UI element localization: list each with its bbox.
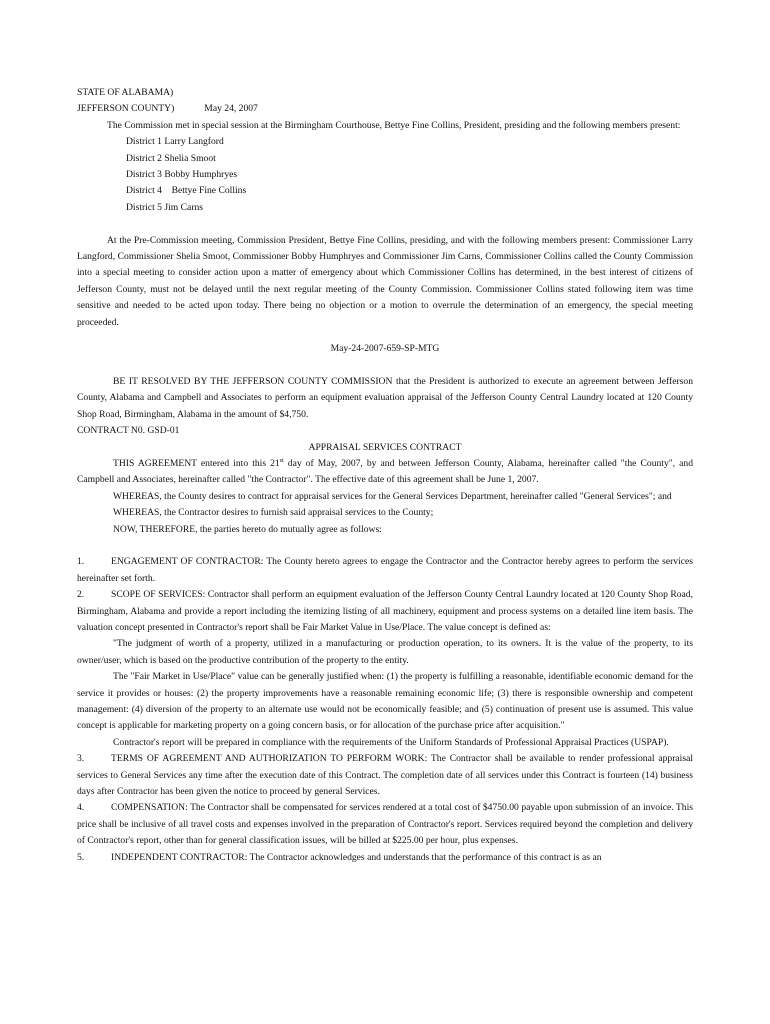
members-list	[126, 134, 693, 216]
whereas-paragraph-1: WHEREAS, the County desires to contract for appraisal services for the General Services Department, hereinafter called "General Services"; and	[113, 490, 672, 502]
whereas-paragraph-2: WHEREAS, the Contractor desires to furnish said appraisal services to the County;	[113, 507, 434, 519]
document-body	[77, 85, 693, 866]
section-2: 2. SCOPE OF SERVICES: Contractor shall perform an equipment evaluation of the Jefferson County Central Laundry located at 120 County Shop Road, Birmingham, Alabama and provide a report including the itemizing listing of all machinery, equipment and process systems on a detailed line item basis. The valuation concept presented in Contractor's report shall be Fair Market Value in Use/Place. The value concept is defined as:	[77, 589, 693, 633]
member-item: District 4 Bettye Fine Collins	[126, 185, 247, 197]
quote-paragraph-1: "The judgment of worth of a property, utilized in a manufacturing or production operation, to its owners. It is the value of the property, to its owner/user, which is based on the productive contribution of the property to the entity.	[77, 638, 693, 666]
header-county-date	[77, 101, 693, 117]
member-item: District 5 Jim Carns	[126, 201, 204, 213]
header-date: May 24, 2007	[204, 103, 258, 115]
quote-paragraph-2: The "Fair Market in Use/Place" value can be generally justified when: (1) the property is fulfilling a reasonable, identifiable economic demand for the service it provides or houses: (2) the property improvements have a reasonable remaining economic life; (3) there is responsible ownership and competent management: (4) diversion of the property to an alternate use would not be economically feasible; and (5) continuation of present use is assumed. This value concept is applicable for marketing property on a going concern basis, or for allocation of the purchase price after acquisition."	[77, 671, 693, 732]
now-therefore-paragraph: NOW, THEREFORE, the parties hereto do mutually agree as follows:	[113, 523, 382, 535]
section-4: 4. COMPENSATION: The Contractor shall be compensated for services rendered at a total cost of $4750.00 payable upon submission of an invoice. This price shall be inclusive of all travel costs and expenses involved in the preparation of Contractor's report. Services required beyond the completion and delivery of Contractor's report, other than for general classification issues, will be billed at $225.00 per hour, plus expenses.	[77, 802, 693, 847]
intro-paragraph: The Commission met in special session at the Birmingham Courthouse, Bettye Fine Collins, President, presiding and the following members present:	[107, 119, 681, 131]
pre-commission-paragraph: At the Pre-Commission meeting, Commission President, Bettye Fine Collins, presiding, and with the following members present: Commissioner Larry Langford, Commissioner Shelia Smoot, Commissioner Bobby Humphryes and Commissioner Jim Carns, Commissioner Collins called the County Commission into a special meeting to consider action upon a matter of emergency about which Commissioner Collins has determined, in the best interest of citizens of Jefferson County, must not be delayed until the next regular meeting of the County Commission. Commissioner Collins stated following item was time sensitive and needed to be acted upon today. There being no objection or a motion to overrule the determination of an emergency, the special meeting proceeded.	[77, 234, 693, 328]
header-state: STATE OF ALABAMA)	[77, 87, 174, 98]
resolution-paragraph: BE IT RESOLVED BY THE JEFFERSON COUNTY COMMISSION that the President is authorized to execute an agreement between Jefferson County, Alabama and Campbell and Associates to perform an equipment evaluation appraisal of the Jefferson County Central Laundry located at 120 County Shop Road, Birmingham, Alabama in the amount of $4,750.	[77, 375, 693, 420]
member-item: District 2 Shelia Smoot	[126, 152, 216, 164]
header-county: JEFFERSON COUNTY)	[77, 103, 175, 115]
contract-title: APPRAISAL SERVICES CONTRACT	[308, 441, 462, 453]
uspap-paragraph: Contractor's report will be prepared in compliance with the requirements of the Uniform Standards of Professional Appraisal Practices (USPAP).	[113, 736, 669, 748]
section-3: 3. TERMS OF AGREEMENT AND AUTHORIZATION TO PERFORM WORK: The Contractor shall be available to render professional appraisal services to General Services any time after the execution date of this Contract. The completion date of all services under this Contract is fourteen (14) business days after Contractor has been given the notice to proceed by general Services.	[77, 753, 693, 798]
resolution-id: May-24-2007-659-SP-MTG	[330, 343, 440, 355]
agreement-paragraph: THIS AGREEMENT entered into this 21st day of May, 2007, by and between Jefferson County, Alabama, hereinafter called "the County", and Campbell and Associates, hereinafter called "the Contractor". The effective date of this agreement shall be June 1, 2007.	[77, 457, 694, 486]
section-5: 5. INDEPENDENT CONTRACTOR: The Contractor acknowledges and understands that the performance of this contract is as an	[77, 851, 602, 863]
member-item: District 1 Larry Langford	[126, 136, 224, 148]
section-1: 1. ENGAGEMENT OF CONTRACTOR: The County hereto agrees to engage the Contractor and the Contractor hereby agrees to perform the services hereinafter set forth.	[77, 556, 693, 584]
member-item: District 3 Bobby Humphryes	[126, 169, 238, 181]
contract-number: CONTRACT N0. GSD-01	[77, 425, 180, 437]
